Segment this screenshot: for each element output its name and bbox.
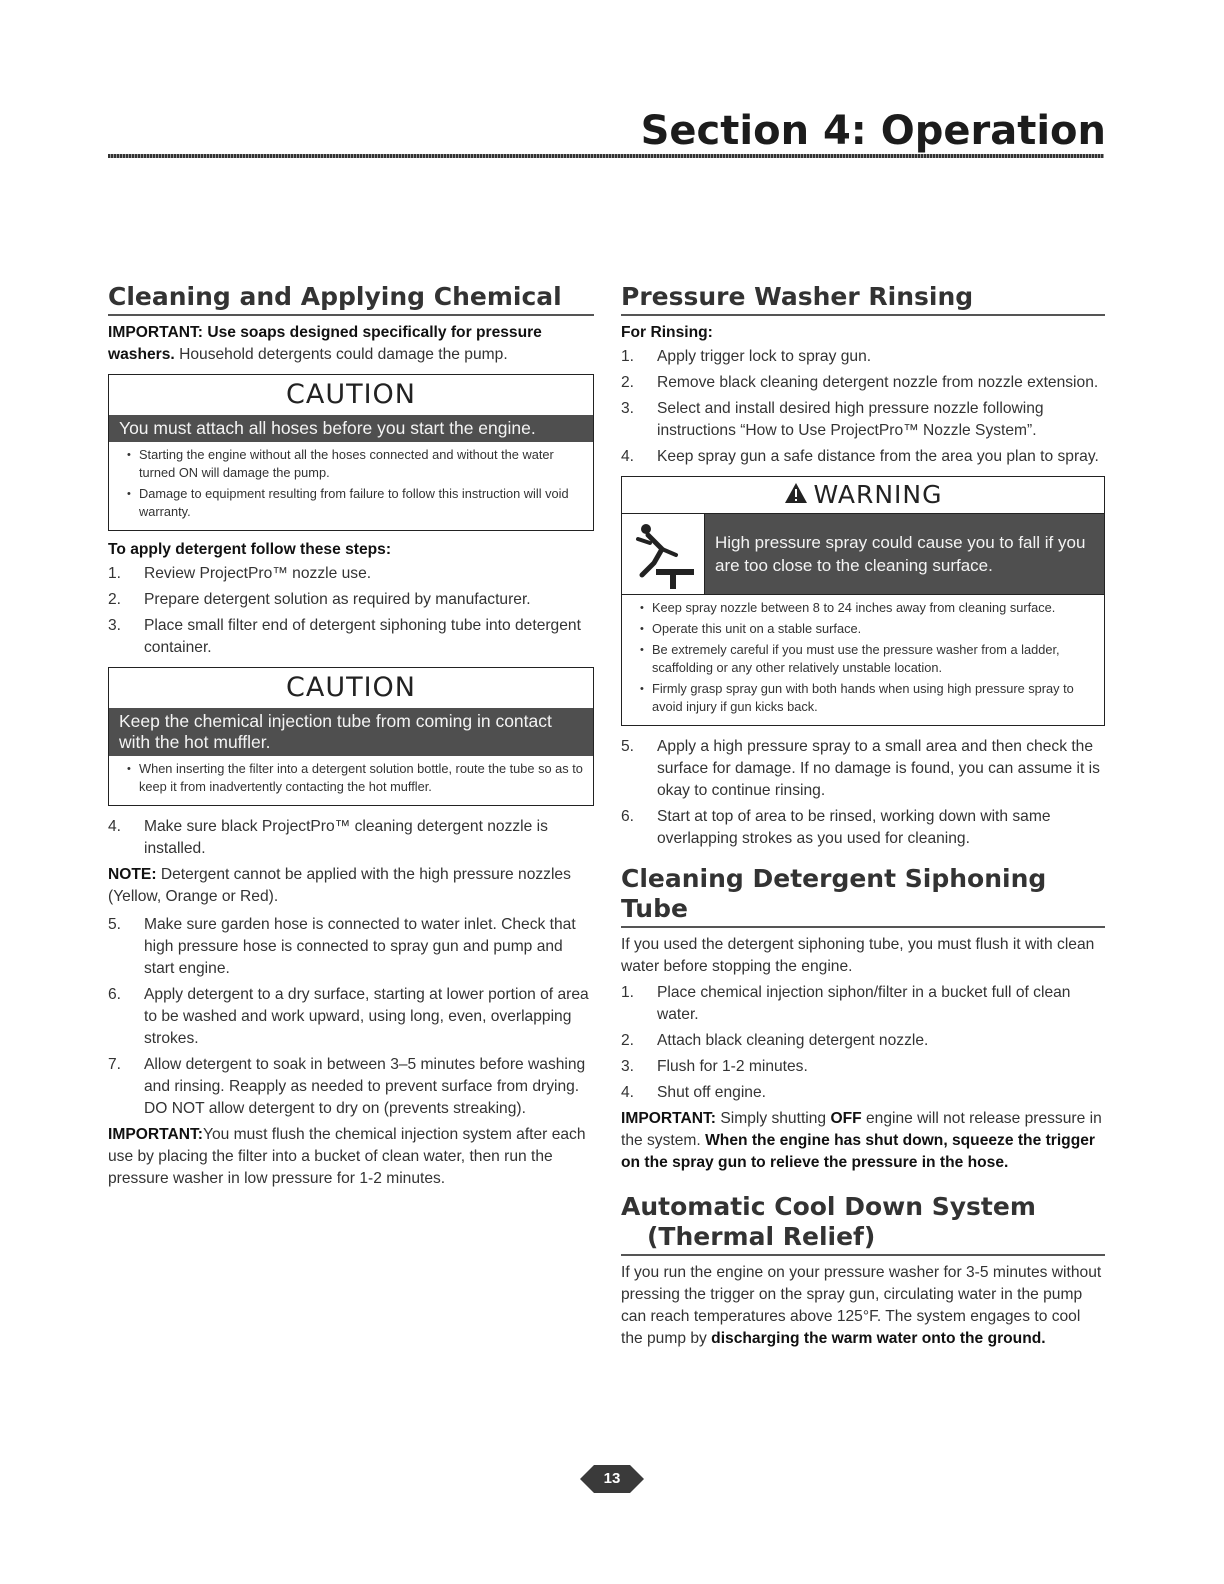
- cooldown-subtitle: (Thermal Relief): [647, 1222, 876, 1251]
- caution-bullet: • Damage to equipment resulting from failure to follow this instruction will void warranty.: [119, 485, 583, 521]
- list-item: [108, 984, 594, 1050]
- cooldown-title: Automatic Cool Down System: [621, 1192, 1036, 1221]
- siphon-heading: Cleaning Detergent Siphoning Tube: [621, 864, 1105, 928]
- step-number: 3.: [621, 1058, 635, 1075]
- important-text: You must flush the chemical injection system after each use by placing the filter into a bucket of clean water, then run the pressure washer in low pressure for 1-2 minutes.: [108, 1126, 586, 1187]
- step-text: Make sure black ProjectPro™ cleaning detergent nozzle is installed.: [144, 818, 548, 857]
- caution-band: You must attach all hoses before you start the engine.: [109, 415, 593, 442]
- caution-title: CAUTION: [286, 379, 416, 410]
- step-number: 1.: [621, 984, 635, 1001]
- caution-title: CAUTION: [286, 672, 416, 703]
- cooldown-text: [621, 1262, 1105, 1350]
- step-number: 3.: [108, 617, 122, 634]
- step-number: 6.: [621, 808, 635, 825]
- list-item: [621, 1030, 1105, 1052]
- step-text: Shut off engine.: [657, 1084, 766, 1101]
- list-item: [621, 346, 1105, 368]
- step-text: Make sure garden hose is connected to water inlet. Check that high pressure hose is connected to spray gun and pump and start engine.: [144, 916, 576, 977]
- list-item: [621, 736, 1105, 802]
- step-text: Place small filter end of detergent siphoning tube into detergent container.: [144, 617, 581, 656]
- step-number: 1.: [108, 565, 122, 582]
- warning-triangle-icon: [784, 478, 808, 514]
- list-item: [621, 446, 1105, 468]
- caution-box-hoses: [108, 374, 594, 531]
- detergent-steps-a: [108, 563, 594, 659]
- important-text: engine will not release pressure in the system.: [621, 1110, 1102, 1149]
- step-text: Apply detergent to a dry surface, starting at lower portion of area to be washed and work upward, using long, even, overlapping strokes.: [144, 986, 589, 1047]
- cooldown-bold: discharging the warm water onto the ground.: [711, 1330, 1046, 1347]
- step-text: Place chemical injection siphon/filter in a bucket full of clean water.: [657, 984, 1071, 1023]
- step-text: Allow detergent to soak in between 3–5 minutes before washing and rinsing. Reapply as needed to prevent surface from drying. DO NOT allow detergent to dry on (prevents streaking).: [144, 1056, 586, 1117]
- step-text: Prepare detergent solution as required by manufacturer.: [144, 591, 531, 608]
- step-number: 2.: [621, 374, 635, 391]
- step-text: Remove black cleaning detergent nozzle from nozzle extension.: [657, 374, 1099, 391]
- caution-bullet: • Starting the engine without all the hoses connected and without the water turned ON will damage the pump.: [119, 446, 583, 482]
- rinsing-heading: Pressure Washer Rinsing: [621, 282, 1105, 316]
- step-number: 2.: [108, 591, 122, 608]
- note-label: NOTE:: [108, 866, 157, 883]
- warning-title: WARNING: [813, 480, 943, 509]
- step-number: 3.: [621, 400, 635, 417]
- step-text: Apply a high pressure spray to a small area and then check the surface for damage. If no damage is found, you can assume it is okay to continue rinsing.: [657, 738, 1100, 799]
- cleaning-heading: Cleaning and Applying Chemical: [108, 282, 594, 316]
- siphon-important: [621, 1108, 1105, 1174]
- step-text: Flush for 1-2 minutes.: [657, 1058, 808, 1075]
- list-item: [621, 806, 1105, 850]
- note-paragraph: [108, 864, 594, 908]
- step-text: Review ProjectPro™ nozzle use.: [144, 565, 372, 582]
- step-number: 4.: [108, 818, 122, 835]
- caution-bullet: • When inserting the filter into a detergent solution bottle, route the tube so as to keep it from inadvertently contacting the hot muffler.: [119, 760, 583, 796]
- left-column: [108, 282, 594, 1190]
- flush-important: [108, 1124, 594, 1190]
- step-number: 2.: [621, 1032, 635, 1049]
- detergent-steps-c: [108, 914, 594, 1120]
- cooldown-heading: [621, 1192, 1105, 1256]
- warning-bullet: • Keep spray nozzle between 8 to 24 inches away from cleaning surface.: [632, 599, 1094, 617]
- caution-box-muffler: [108, 667, 594, 806]
- list-item: [621, 1082, 1105, 1104]
- step-text: Start at top of area to be rinsed, working down with same overlapping strokes as you used for cleaning.: [657, 808, 1051, 847]
- step-number: 5.: [621, 738, 635, 755]
- right-column: [621, 282, 1105, 1350]
- step-number: 6.: [108, 986, 122, 1003]
- important-text: Simply shutting: [720, 1110, 827, 1127]
- falling-person-icon: [622, 514, 705, 594]
- important-bold: When the engine has shut down, squeeze the trigger on the spray gun to relieve the pressure in the hose.: [621, 1132, 1095, 1171]
- list-item: [621, 398, 1105, 442]
- cleaning-important: [108, 322, 594, 366]
- rinsing-steps-a: [621, 346, 1105, 468]
- list-item: [108, 1054, 594, 1120]
- step-number: 1.: [621, 348, 635, 365]
- caution-band: Keep the chemical injection tube from coming in contact with the hot muffler.: [109, 708, 593, 756]
- warning-bullets: [622, 594, 1104, 725]
- list-item: [621, 1056, 1105, 1078]
- note-text: Detergent cannot be applied with the high pressure nozzles (Yellow, Orange or Red).: [108, 866, 571, 905]
- step-text: Attach black cleaning detergent nozzle.: [657, 1032, 929, 1049]
- step-number: 4.: [621, 1084, 635, 1101]
- detergent-steps-b: [108, 816, 594, 860]
- warning-box: [621, 476, 1105, 726]
- list-item: [108, 816, 594, 860]
- step-text: Keep spray gun a safe distance from the area you plan to spray.: [657, 448, 1099, 465]
- cooldown-body: If you run the engine on your pressure washer for 3-5 minutes without pressing the trigger on the spray gun, circulating water in the pump can reach temperatures above 125°F. The system engages to cool the pump by: [621, 1264, 1102, 1347]
- warning-row: [622, 513, 1104, 594]
- caution-bullets: [109, 756, 593, 805]
- caution-bullets: [109, 442, 593, 530]
- warning-title-row: [622, 477, 1104, 513]
- rinsing-steps-b: [621, 736, 1105, 850]
- step-number: 5.: [108, 916, 122, 933]
- rinsing-label: For Rinsing:: [621, 324, 713, 341]
- warning-bullet: • Firmly grasp spray gun with both hands when using high pressure spray to avoid injury if gun kicks back.: [632, 680, 1094, 716]
- step-text: Apply trigger lock to spray gun.: [657, 348, 872, 365]
- warning-bullet: • Be extremely careful if you must use the pressure washer from a ladder, scaffolding or any other relatively unstable location.: [632, 641, 1094, 677]
- important-label: IMPORTANT: Use soaps designed specifically for pressure washers.: [108, 324, 542, 363]
- header-divider: [108, 154, 1104, 158]
- warning-band: High pressure spray could cause you to fall if you are too close to the cleaning surface.: [705, 514, 1104, 594]
- important-label: IMPORTANT:: [621, 1110, 716, 1127]
- step-text: Select and install desired high pressure nozzle following instructions “How to Use ProjectPro™ Nozzle System”.: [657, 400, 1044, 439]
- siphon-intro: If you used the detergent siphoning tube, you must flush it with clean water before stopping the engine.: [621, 936, 1095, 975]
- step-number: 4.: [621, 448, 635, 465]
- warning-bullet: • Operate this unit on a stable surface.: [632, 620, 1094, 638]
- important-text: Household detergents could damage the pump.: [179, 346, 508, 363]
- list-item: [108, 589, 594, 611]
- list-item: [108, 615, 594, 659]
- step-number: 7.: [108, 1056, 122, 1073]
- section-title: Section 4: Operation: [640, 108, 1106, 154]
- list-item: [621, 372, 1105, 394]
- list-item: [108, 563, 594, 585]
- page-number: [580, 1462, 644, 1496]
- steps-heading: To apply detergent follow these steps:: [108, 541, 392, 558]
- page-number-text: 13: [603, 1470, 621, 1487]
- list-item: [108, 914, 594, 980]
- important-off: OFF: [830, 1110, 862, 1127]
- important-label: IMPORTANT:: [108, 1126, 203, 1143]
- list-item: [621, 982, 1105, 1026]
- siphon-steps: [621, 982, 1105, 1104]
